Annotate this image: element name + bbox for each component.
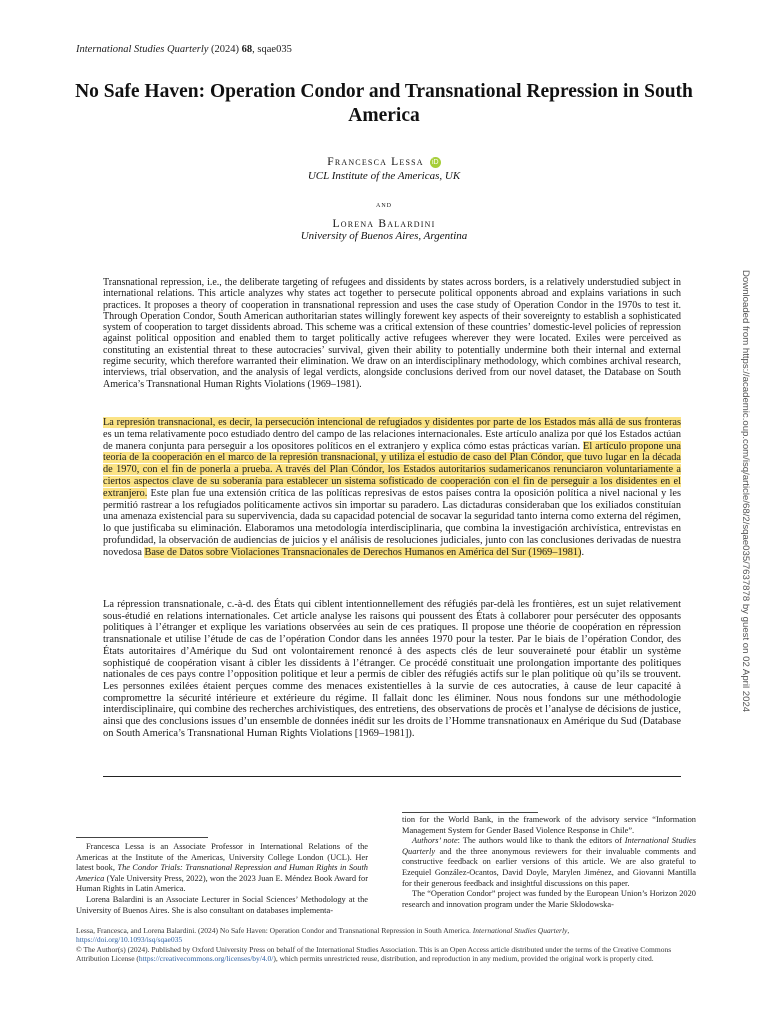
footnote-rule-left [76, 837, 208, 838]
author-affiliation-1: UCL Institute of the Americas, UK [307, 170, 461, 182]
orcid-icon[interactable]: iD [430, 157, 441, 168]
author-name-2: Lorena Balardini [332, 218, 436, 230]
journal-name: International Studies Quarterly [76, 44, 209, 55]
author-block-1 [0, 152, 768, 182]
author-bio-balardini: Lorena Balardini is an Associate Lecturer in Social Sciences’ Methodology at the University of Buenos Aires. She is also consultant on databases implementa- [76, 894, 368, 915]
highlight-1: La represión transnacional, es decir, la persecución intencional de refugiados y disidentes por parte de los Estados más allá de sus fronteras [103, 417, 681, 428]
journal-reference [76, 44, 292, 55]
abstract-spanish [103, 417, 681, 559]
journal-volume: 68 [241, 44, 253, 55]
author-bio-lessa: Francesca Lessa is an Associate Professor in International Relations of the Americas at the Institute of the Americas, University College London (UCL). Her latest book, The Condor Trials: Transnational Repression and Human Rights in South America (Yale University Press, 2022), won the 2023 Juan E. Méndez Book Award for Human Rights in Latin America. [76, 842, 368, 894]
license-link[interactable]: https://creativecommons.org/licenses/by/4.0/ [138, 954, 274, 964]
authors-note: Authors’ note: The authors would like to thank the editors of International Studies Quarterly and the three anonymous reviewers for their invaluable comments and constructive feedback on earlier versions of this article. We are also grateful to Ezequiel González-Ocantos, David Doyle, Marylen Jiménez, and Giovanni Mantilla for their generous feedback and insightful discussions on this paper. [402, 836, 696, 888]
section-divider [103, 776, 681, 777]
author-conjunction: and [376, 199, 392, 209]
footnote-right-column [402, 815, 696, 910]
footnote-left-column [76, 842, 368, 916]
footnote-rule-right [402, 812, 538, 813]
highlight-2: El artículo propone una teoría de la cooperación en el marco de la represión transnacional, y utiliza el estudio de caso del Plan Cóndor, que tuvo lugar en la década de 1970, con el fin de ponerla a prueba. A través del Plan Cóndor, los Estados autoritarios sudamericanos renunciaron voluntariamente a ciertos aspectos clave de su soberanía para establecer un sistema sofisticado de cooperación con el fin de perseguir a los disidentes en el extranjero. [103, 440, 682, 499]
abstract-spanish-text-3: . [581, 546, 585, 558]
author-line-1 [0, 152, 768, 170]
citation-line: Lessa, Francesca, and Lorena Balardini. (2024) No Safe Haven: Operation Condor and Transnational Repression in South America. International Studies Quarterly, [76, 926, 570, 935]
highlight-3: Base de Datos sobre Violaciones Transnacionales de Derechos Humanos en América del Sur (1969–1981) [144, 546, 582, 558]
author-name-1: Francesca Lessa [327, 156, 424, 168]
abstract-spanish-text-1: es un tema relativamente poco estudiado dentro del campo de las relaciones internacionales. Este artículo analiza por qué los Estados actúan de manera conjunta para perseguir a los opositores políticos en el extranjero y explica cómo estas prácticas varían. [103, 428, 681, 452]
author-affiliation-2: University of Buenos Aires, Argentina [300, 230, 468, 242]
abstract-english: Transnational repression, i.e., the deliberate targeting of refugees and dissidents by states across borders, is a relatively understudied subject in international relations. This article analyzes why states act together to persecute political opponents abroad and explains variations in such practices. It proposes a theory of cooperation in transnational repression and uses the case study of Operation Condor in the 1970s to test it. Through Operation Condor, South American authoritarian states willingly forewent key aspects of their sovereignty to establish a sophisticated system of cooperation to target dissidents abroad. This scheme was a critical extension of these countries’ domestic-level policies of repression against political opposition and enabled them to target politically active refugees wherever they were located. Exiles were perceived as constituting an existential threat to these autocracies’ survival, given their ability to potentially undermine both their internal and external regime security, which therefore warranted their elimination. We draw on an interdisciplinary methodology, which combines archival research, interviews, trial observation, and the analysis of legal verdicts, alongside conclusions derived from our novel dataset, the Database on South America’s Transnational Human Rights Violations (1969–1981). [103, 277, 681, 390]
journal-year: (2024) [211, 44, 240, 55]
authors-note-label: Authors’ note [412, 836, 458, 846]
funding-note: The “Operation Condor” project was funded by the European Union’s Horizon 2020 research and innovation program under the Marie Skłodowska- [402, 889, 696, 909]
funding-note-continued: tion for the World Bank, in the framework of the advisory service “Information Management System for Gender Based Violence Response in Chile”. [402, 815, 696, 835]
article-id: , sqae035 [252, 44, 292, 55]
abstract-spanish-text-2: Este plan fue una extensión crítica de las políticas represivas de estos países contra la oposición política a nivel nacional y les permitió rastrear a los refugiados políticamente activos sin importar su paradero. Las dictaduras consideraban que los exiliados constituían una amenaza existencial para su supervivencia, dada su capacidad potencial de socavar la seguridad tanto interna como externa del régimen, lo que justificaba su eliminación. Elaboramos una metodología interdisciplinaria, que combina la investigación archivística, entrevistas en profundidad, la observación de audiencias de juicios y el análisis de resoluciones judiciales, junto con las conclusiones derivadas de nuestra novedosa [103, 487, 681, 558]
abstract-french: La répression transnationale, c.-à-d. des États qui ciblent intentionnellement des réfugiés par-delà les frontières, est un sujet relativement sous-étudié en relations internationales. Cet article analyse les raisons qui poussent des États à collaborer pour persécuter des opposants politiques à l’étranger et explique les variations observées au sein de ces pratiques. Il propose une théorie de coopération en répression transnationale et utilise l’étude de cas de l’opération Condor dans les années 1970 pour la tester. Par le biais de l’opération Condor, des États autoritaires d’Amérique du Sud ont volontairement renoncé à des aspects clés de leur souveraineté pour établir un système sophistiqué de coopération visant à cibler les dissidents à l’étranger. Ce procédé constituait une prolongation importante des politiques nationales de ces pays contre l’opposition politique et leur a permis de cibler des réfugiés actifs sur le plan politique où qu’ils se trouvent. Les personnes exilées étaient perçues comme des menaces existentielles à la survie de ces autocraties, à cause de leur capacité à compromettre la sécurité intérieure et extérieure du régime. Il fallait donc les éliminer. Nous nous fondons sur une méthodologie interdisciplinaire, qui combine des recherches archivistiques, des entretiens, des observations de procès et l’analyse de décisions de justice, ainsi que des conclusions issues d’un ensemble de données inédit sur les droits de l’Homme transnationaux en Amérique du Sud (Database on South America’s Transnational Human Rights Violations [1969–1981]). [103, 599, 681, 739]
doi-link[interactable]: https://doi.org/10.1093/isq/sqae035 [76, 935, 183, 945]
book-title: The Condor Trials: Transnational Repression and Human Rights in South America [76, 863, 368, 883]
copyright-notice: © The Author(s) (2024). Published by Oxford University Press on behalf of the International Studies Association. This is an Open Access article distributed under the terms of the Creative Commons Attribution License (https://creativecommons.org/licenses/by/4.0/), which permits unrestricted reuse, distribution, and reproduction in any medium, provided the original work is properly cited. [76, 944, 672, 964]
citation-block [76, 926, 696, 964]
author-block-2 [0, 218, 768, 242]
download-notice: Downloaded from https://academic.oup.com/isq/article/68/2/sqae035/7637878 by guest on 02 April 2024 [740, 270, 751, 713]
article-title: No Safe Haven: Operation Condor and Transnational Repression in South America [75, 81, 693, 126]
